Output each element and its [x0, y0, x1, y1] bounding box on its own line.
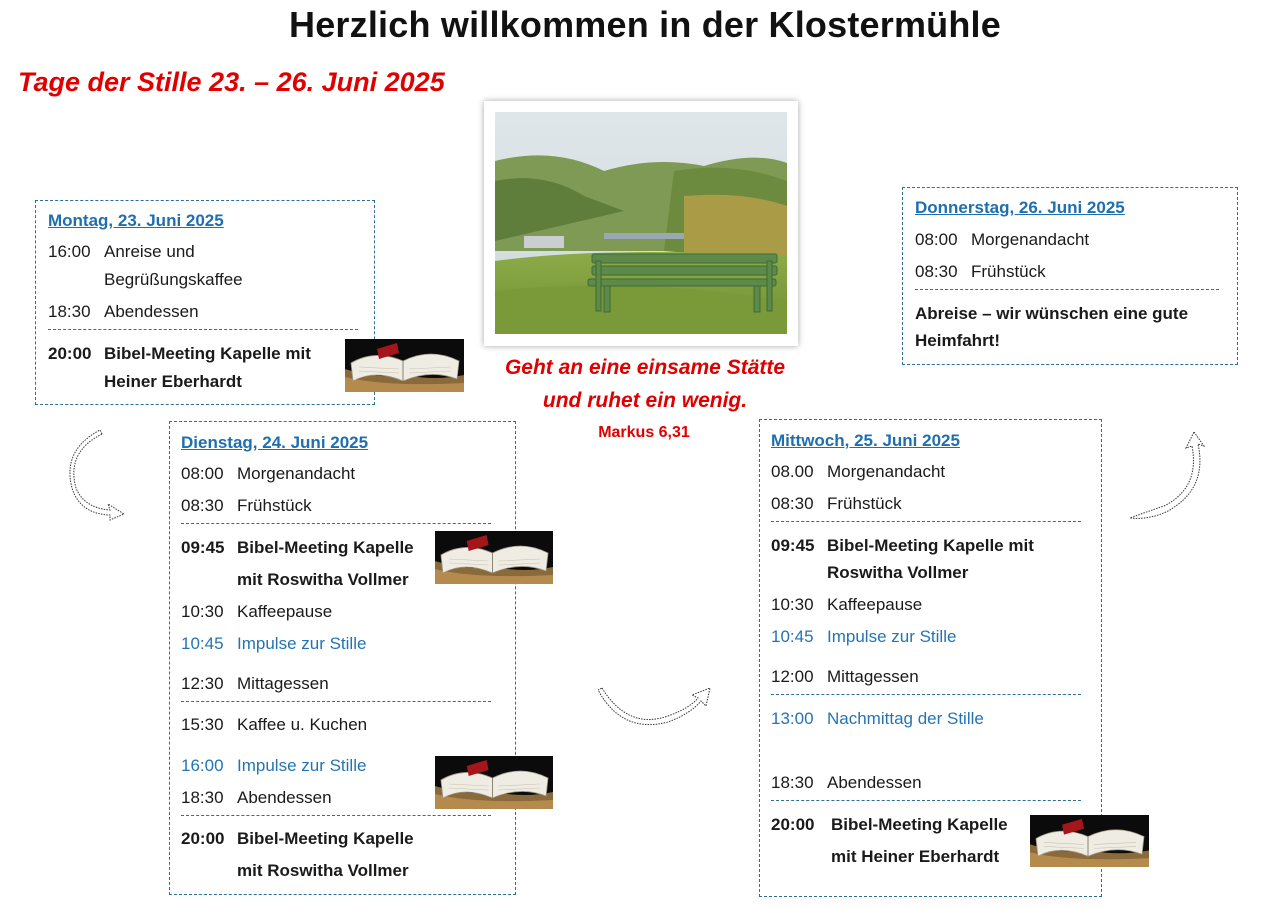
thursday-farewell-line-1: Abreise – wir wünschen eine gute	[915, 304, 1189, 323]
separator	[915, 289, 1219, 290]
wednesday-item-9: 20:00 Bibel-Meeting Kapelle	[771, 815, 1008, 834]
tuesday-item-10: 20:00 Bibel-Meeting Kapelle	[181, 829, 414, 848]
tuesday-box	[169, 421, 516, 895]
separator	[181, 815, 491, 816]
page-title: Herzlich willkommen in der Klostermühle	[289, 4, 1001, 45]
event-subtitle: Tage der Stille 23. – 26. Juni 2025	[18, 67, 445, 97]
thursday-item-1: 08:00 Morgenandacht	[915, 230, 1090, 249]
wednesday-item-3: 09:45 Bibel-Meeting Kapelle mit	[771, 536, 1034, 555]
wednesday-item-7: 13:00 Nachmittag der Stille	[771, 709, 984, 728]
landscape-photo	[484, 101, 798, 346]
monday-day-heading: Montag, 23. Juni 2025	[48, 211, 224, 230]
separator	[771, 800, 1081, 801]
wednesday-item-2: 08:30 Frühstück	[771, 494, 902, 513]
wednesday-day-heading: Mittwoch, 25. Juni 2025	[771, 431, 960, 450]
quote-line-2: und ruhet ein wenig.	[542, 389, 748, 412]
wednesday-item-4: 10:30 Kaffeepause	[771, 595, 923, 614]
thursday-day-heading: Donnerstag, 26. Juni 2025	[915, 198, 1125, 217]
separator	[48, 329, 358, 330]
wednesday-item-3-cont: Roswitha Vollmer	[827, 563, 969, 582]
curved-arrow-icon	[66, 430, 128, 522]
thursday-item-2: 08:30 Frühstück	[915, 262, 1046, 281]
tuesday-item-5: 10:45 Impulse zur Stille	[181, 634, 367, 653]
wednesday-item-8: 18:30 Abendessen	[771, 773, 922, 792]
thursday-farewell-line-2: Heimfahrt!	[915, 331, 1001, 350]
tuesday-item-3: 09:45 Bibel-Meeting Kapelle	[181, 538, 414, 557]
separator	[181, 701, 491, 702]
monday-item-3: 20:00 Bibel-Meeting Kapelle mit	[48, 344, 311, 363]
monday-item-1-cont: Begrüßungskaffee	[104, 270, 243, 289]
wednesday-item-9-cont: mit Heiner Eberhardt	[831, 847, 1000, 866]
curved-arrow-icon	[1128, 428, 1212, 524]
quote-line-1: Geht an eine einsame Stätte	[504, 356, 786, 379]
bible-reference: Markus 6,31	[598, 424, 690, 441]
monday-item-3-cont: Heiner Eberhardt	[104, 372, 242, 391]
bench-landscape-image	[484, 101, 798, 346]
tuesday-item-1: 08:00 Morgenandacht	[181, 464, 356, 483]
wednesday-item-5: 10:45 Impulse zur Stille	[771, 627, 957, 646]
open-bible-image	[1030, 815, 1149, 867]
separator	[771, 521, 1081, 522]
monday-box	[35, 200, 375, 405]
tuesday-item-2: 08:30 Frühstück	[181, 496, 312, 515]
curved-arrow-icon	[598, 686, 714, 730]
tuesday-item-3-cont: mit Roswitha Vollmer	[237, 570, 409, 589]
tuesday-day-heading: Dienstag, 24. Juni 2025	[181, 433, 369, 452]
wednesday-item-6: 12:00 Mittagessen	[771, 667, 919, 686]
tuesday-item-4: 10:30 Kaffeepause	[181, 602, 333, 621]
tuesday-item-9: 18:30 Abendessen	[181, 788, 332, 807]
open-bible-image	[435, 756, 553, 809]
tuesday-item-10-cont: mit Roswitha Vollmer	[237, 861, 409, 880]
tuesday-item-7: 15:30 Kaffee u. Kuchen	[181, 715, 368, 734]
open-bible-image	[435, 531, 553, 584]
wednesday-item-1: 08.00 Morgenandacht	[771, 462, 946, 481]
separator	[771, 694, 1081, 695]
thursday-box	[902, 187, 1238, 365]
separator	[181, 523, 491, 524]
monday-item-2: 18:30 Abendessen	[48, 302, 199, 321]
tuesday-item-8: 16:00 Impulse zur Stille	[181, 756, 367, 775]
tuesday-item-6: 12:30 Mittagessen	[181, 674, 329, 693]
open-bible-image	[345, 339, 464, 392]
monday-item-1: 16:00 Anreise und	[48, 242, 195, 261]
